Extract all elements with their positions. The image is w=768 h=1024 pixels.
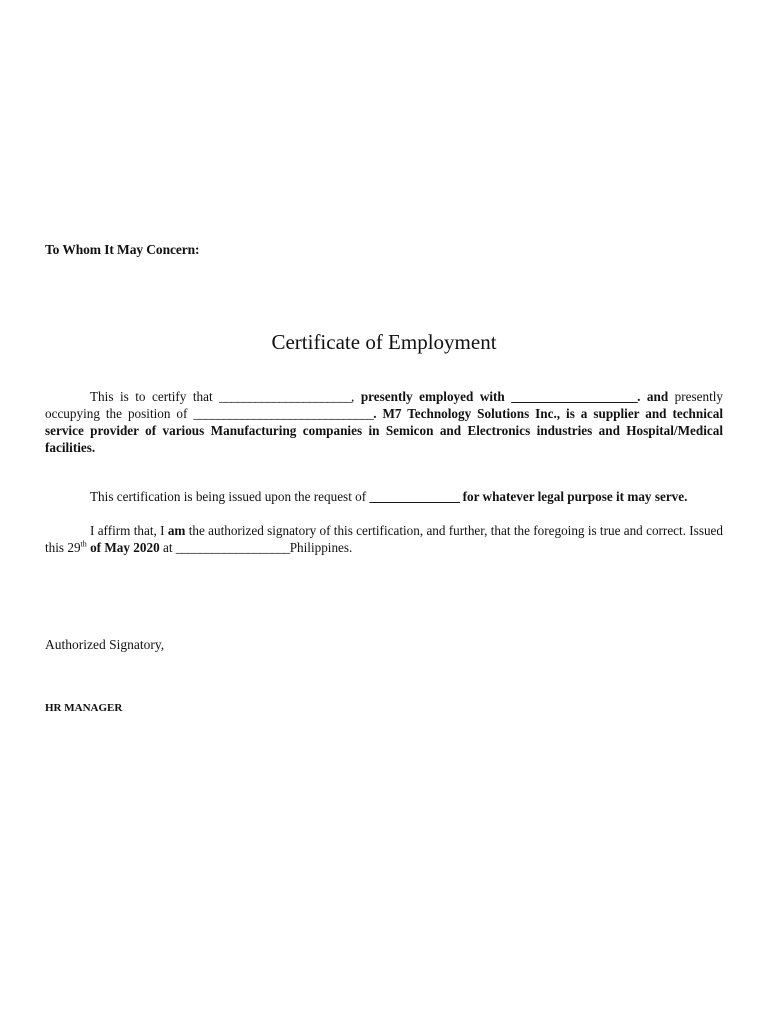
p1-text-1: This is to certify that bbox=[90, 389, 220, 404]
employee-name-blank: ______________________ bbox=[219, 389, 352, 404]
p2-text-1: This certification is being issued upon the request of bbox=[90, 489, 370, 504]
signatory-label: Authorized Signatory, bbox=[45, 637, 165, 652]
p1-text-5: presently occupying the position of bbox=[45, 389, 724, 421]
p1-text-6: . M7 Technology Solutions Inc., is a supplier and technical service provider of various Manufacturing companies in Semicon and Electronics industries and Hospital/Medical facilities. bbox=[45, 406, 724, 455]
employer-blank: _____________________ bbox=[511, 389, 638, 404]
issue-day-suffix: th bbox=[80, 539, 87, 549]
p3-text-5: at bbox=[159, 540, 176, 555]
p1-text-4: . and bbox=[637, 389, 675, 404]
requester-blank: _______________ bbox=[369, 489, 460, 504]
p1-text-3: presently employed with bbox=[360, 389, 512, 404]
document-title: Certificate of Employment bbox=[271, 330, 497, 354]
p3-text-1: I affirm that, I bbox=[90, 523, 168, 538]
issue-month-year: of May 2020 bbox=[86, 540, 160, 555]
p3-text-6: Philippines. bbox=[289, 540, 353, 555]
affirmation-paragraph bbox=[45, 522, 723, 556]
signatory-title: HR MANAGER bbox=[45, 702, 123, 714]
issue-day: 29 bbox=[67, 540, 81, 555]
p3-text-2: am bbox=[167, 523, 186, 538]
p3-text-3: the authorized signatory of this certification, and further, that the foregoing is true and correct. Issued this bbox=[45, 523, 723, 555]
request-paragraph bbox=[45, 488, 723, 505]
certification-paragraph bbox=[45, 388, 723, 456]
position-blank: ______________________________ bbox=[193, 406, 374, 421]
salutation: To Whom It May Concern: bbox=[45, 242, 200, 257]
location-blank: ___________________ bbox=[175, 540, 290, 555]
p1-text-2: , bbox=[351, 389, 361, 404]
p2-text-2: for whatever legal purpose it may serve. bbox=[459, 489, 688, 504]
